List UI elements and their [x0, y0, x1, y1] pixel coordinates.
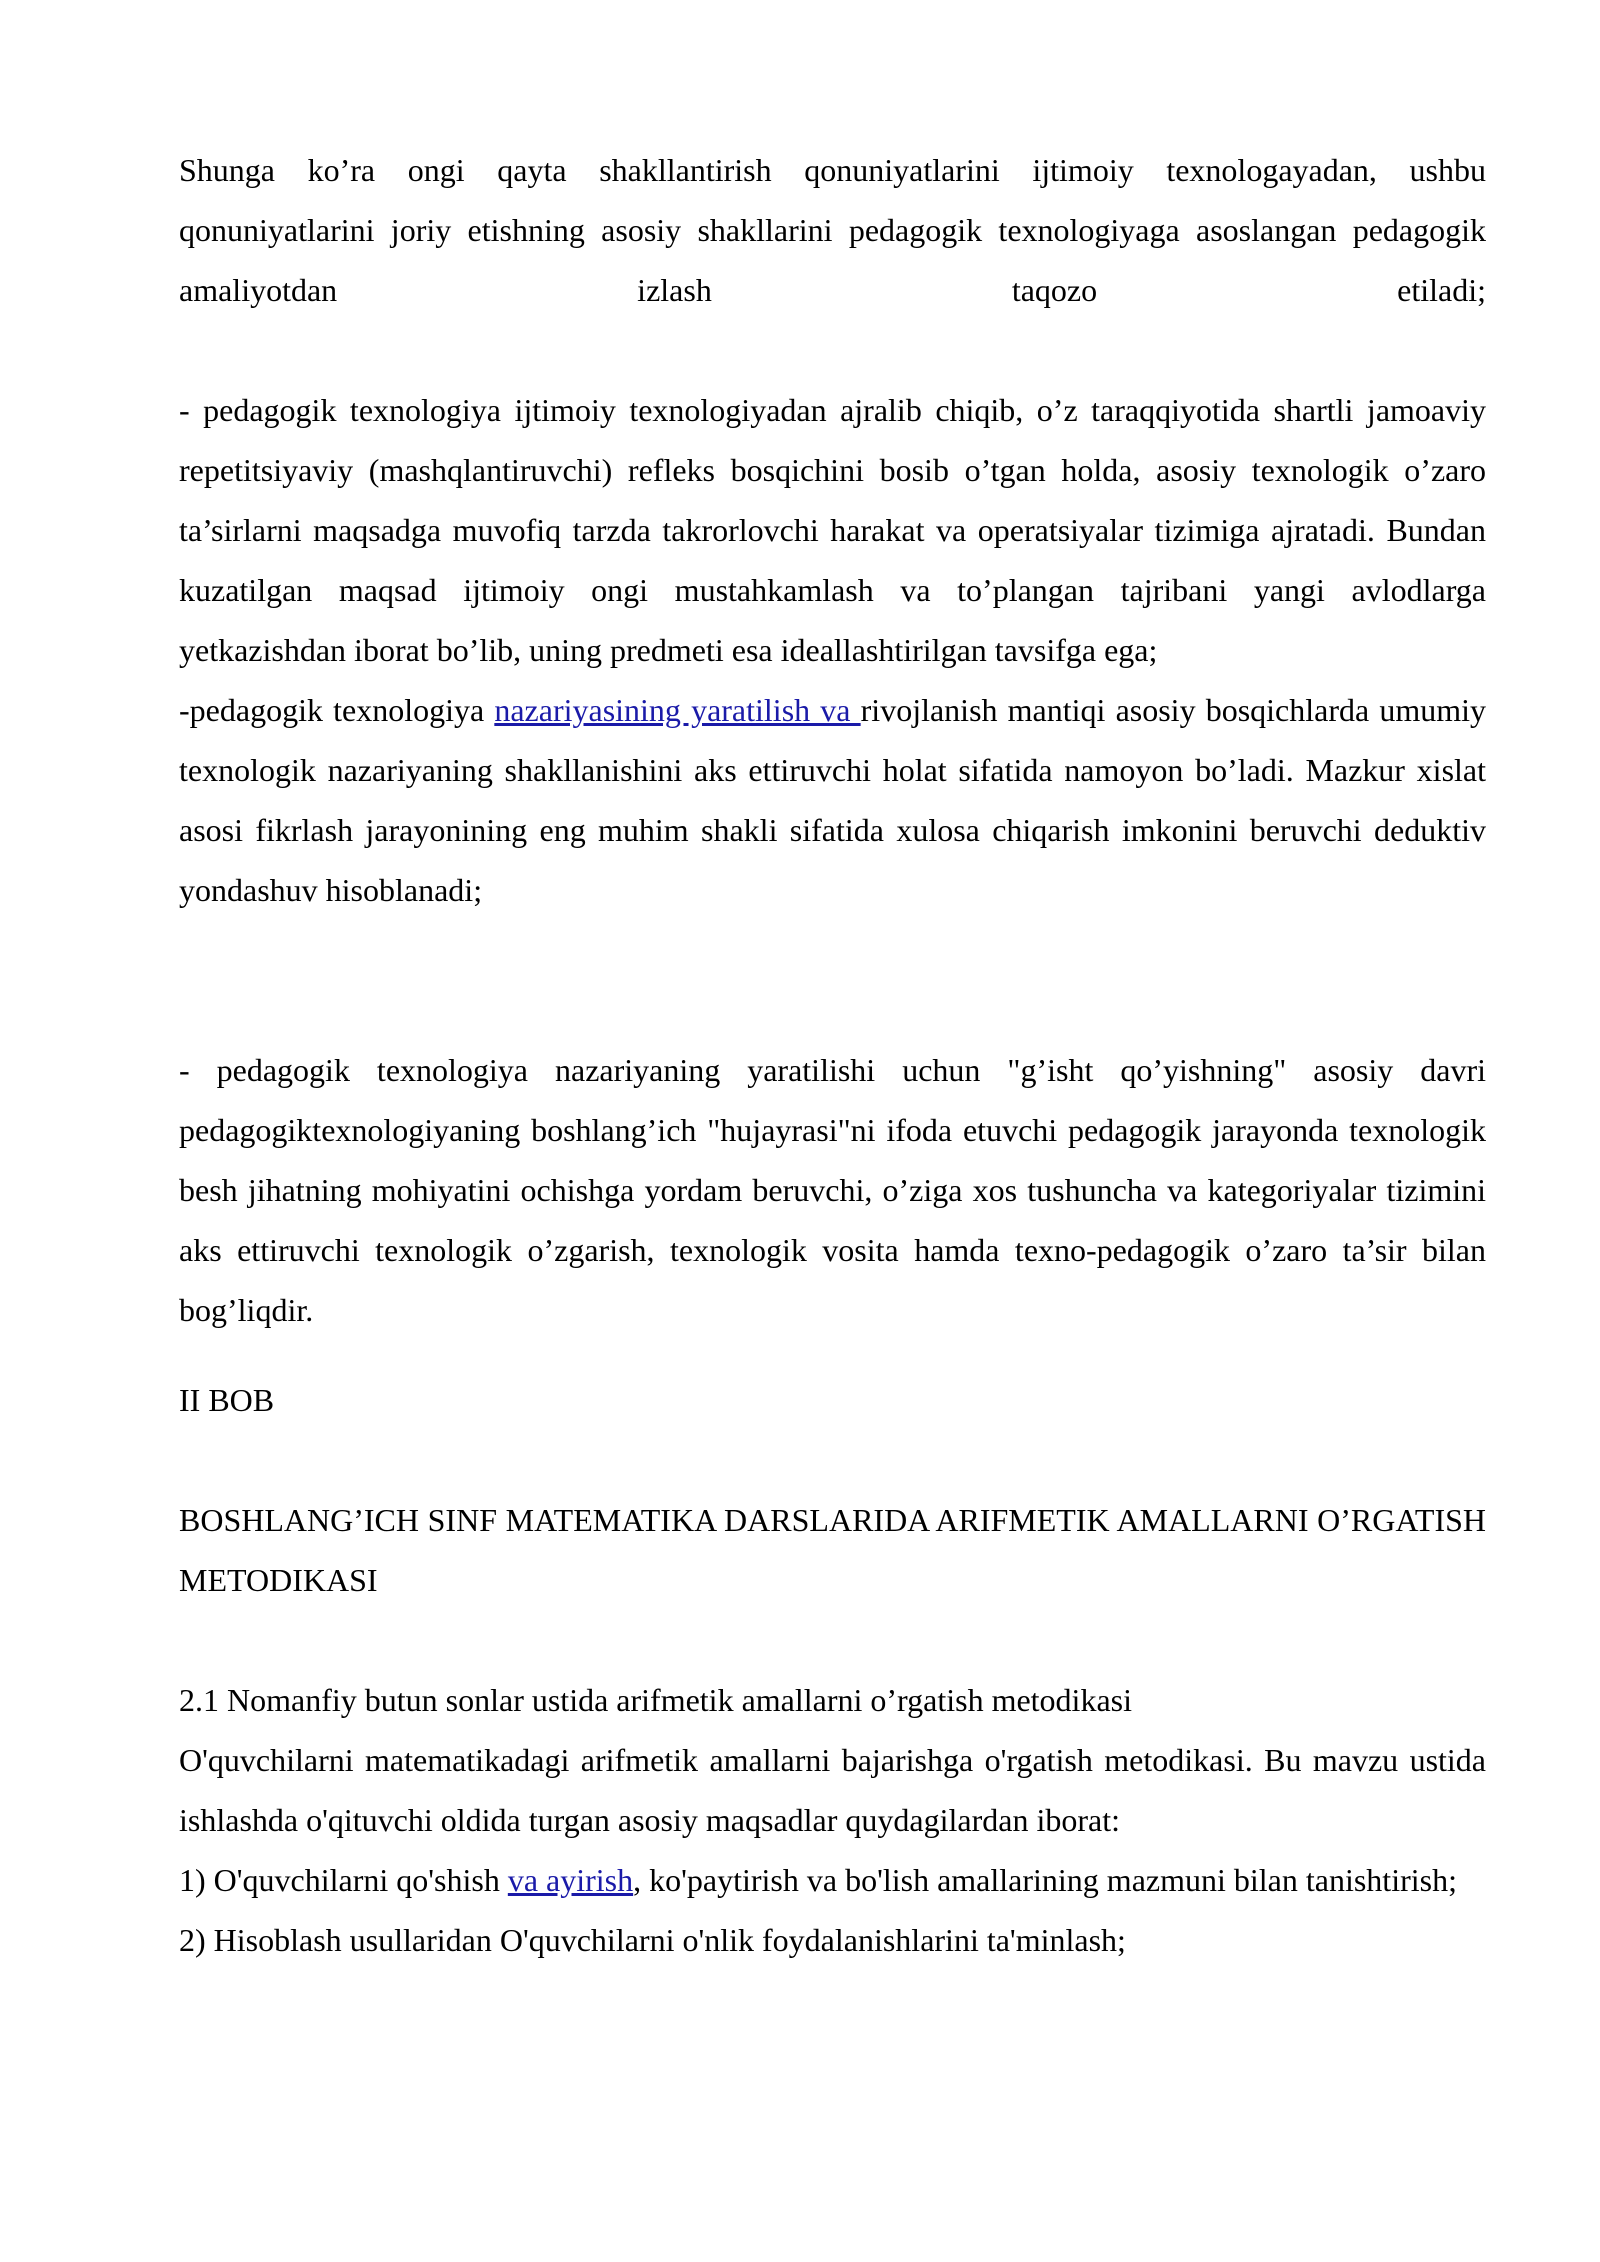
paragraph-5: O'quvchilarni matematikadagi arifmetik amallarni bajarishga o'rgatish metodikasi. Bu mavzu ustida ishlashda o'qituvchi oldida turgan asosiy maqsadlar quydagilardan iborat: [179, 1742, 1486, 1838]
hyperlink-nazariyasining[interactable]: nazariyasining yaratilish va [494, 692, 861, 728]
list-item-1-end: , ko'paytirish va bo'lish amallarining mazmuni bilan tanishtirish; [633, 1862, 1457, 1898]
document-body [179, 140, 1486, 1970]
hyperlink-va-ayirish[interactable]: va ayirish [507, 1862, 634, 1898]
paragraph-3-end: rivojlanish mantiqi asosiy bosqichlarda umumiy texnologik nazariyaning shakllanishini aks ettiruvchi holat sifatida namoyon bo’ladi. Mazkur xislat asosi fikrlash jarayonining eng muhim shakli sifatida xulosa chiqarish imkonini beruvchi deduktiv yondashuv hisoblanadi; [179, 692, 1487, 908]
paragraph-2: - pedagogik texnologiya ijtimoiy texnologiyadan ajralib chiqib, o’z taraqqiyotida shartli jamoaviy repetitsiyaviy (mashqlantiruvchi) refleks bosqichini bosib o’tgan holda, asosiy texnologik o’zaro ta’sirlarni maqsadga muvofiq tarzda takrorlovchi harakat va operatsiyalar tizimiga ajratadi. Bundan kuzatilgan maqsad ijtimoiy ongi mustahkamlash va to’plangan tajribani yangi avlodlarga yetkazishdan iborat bo’lib, uning predmeti esa ideallashtirilgan tavsifga ega; [179, 392, 1486, 668]
chapter-title: BOSHLANG’ICH SINF MATEMATIKA DARSLARIDA ARIFMETIK AMALLARNI O’RGATISH METODIKASI [179, 1502, 1486, 1598]
paragraph-4: - pedagogik texnologiya nazariyaning yaratilishi uchun "g’isht qo’yishning" asosiy davri pedagogiktexnologiyaning boshlang’ich "hujayrasi"ni ifoda etuvchi pedagogik jarayonda texnologik besh jihatning mohiyatini ochishga yordam beruvchi, o’ziga xos tushuncha va kategoriyalar tizimini aks ettiruvchi texnologik o’zgarish, texnologik vosita hamda texno-pedagogik o’zaro ta’sir bilan bog’liqdir. [179, 1052, 1486, 1328]
chapter-label: II BOB [179, 1382, 275, 1418]
paragraph-1: Shunga ko’ra ongi qayta shakllantirish qonuniyatlarini ijtimoiy texnologayadan, ushbu qonuniyatlarini joriy etishning asosiy shakllarini pedagogik texnologiyaga asoslangan pedagogik amaliyotdan izlash taqozo etiladi; [179, 152, 1486, 308]
paragraph-3 [179, 680, 1486, 920]
list-item-1 [179, 1850, 1486, 1910]
paragraph-3-start: -pedagogik texnologiya [179, 692, 495, 728]
list-item-1-start: 1) O'quvchilarni qo'shish [179, 1862, 508, 1898]
list-item-2: 2) Hisoblash usullaridan O'quvchilarni o'nlik foydalanishlarini ta'minlash; [179, 1922, 1126, 1958]
section-title: 2.1 Nomanfiy butun sonlar ustida arifmetik amallarni o’rgatish metodikasi [179, 1682, 1132, 1718]
